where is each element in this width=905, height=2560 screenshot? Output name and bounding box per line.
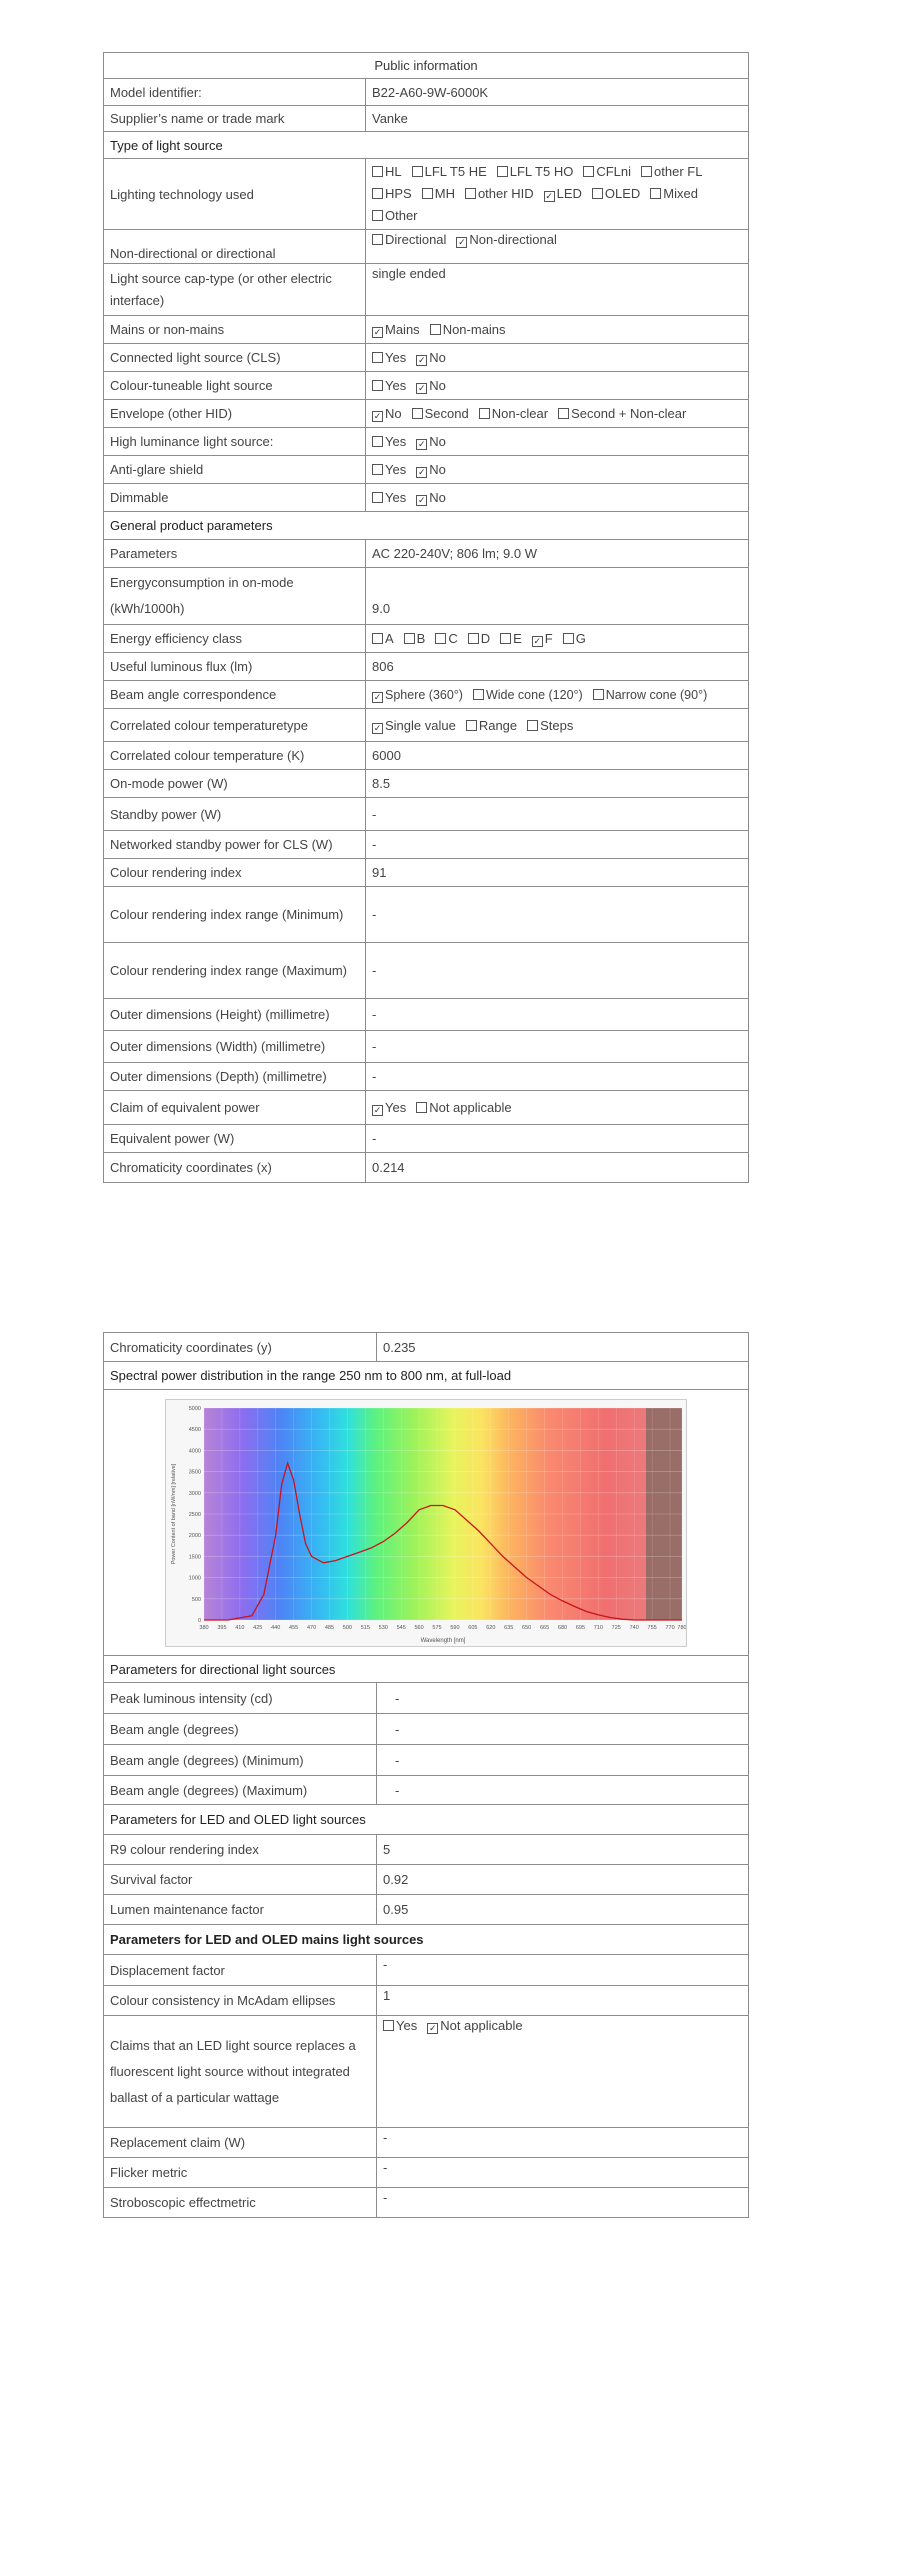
checked-box-icon[interactable]: ✓	[417, 383, 426, 393]
unchecked-box-icon[interactable]	[412, 166, 423, 177]
public-information-table	[103, 52, 749, 1183]
unchecked-box-icon[interactable]	[372, 352, 383, 363]
standby-power-label: Standby power (W)	[104, 798, 366, 831]
unchecked-box-icon[interactable]	[372, 380, 383, 391]
checkbox-option-label: OLED	[604, 186, 641, 201]
x-tick-label: 680	[557, 1624, 568, 1631]
checkbox-option[interactable]	[372, 322, 420, 337]
x-tick-label: 560	[414, 1624, 424, 1631]
lighting-technology-options	[366, 159, 749, 230]
unchecked-box-icon[interactable]	[372, 166, 383, 177]
unchecked-box-icon[interactable]	[404, 633, 415, 644]
model-identifier-value: B22-A60-9W-6000K	[366, 79, 749, 106]
y-tick-label: 4000	[188, 1447, 201, 1454]
checkbox-option-label: No	[385, 406, 402, 421]
luminous-flux-value: 806	[366, 653, 749, 681]
section-type-of-light-source: Type of light source	[104, 132, 749, 159]
unchecked-box-icon[interactable]	[558, 408, 569, 419]
unchecked-box-icon[interactable]	[372, 464, 383, 475]
checkbox-option[interactable]	[372, 631, 394, 646]
checkbox-option[interactable]	[422, 183, 455, 205]
anti-glare-options	[366, 456, 749, 484]
checkbox-option-label: A	[385, 631, 394, 646]
luminous-flux-label: Useful luminous flux (lm)	[104, 653, 366, 681]
checkbox-option[interactable]	[500, 631, 522, 646]
beam-angle-max-value: -	[377, 1776, 749, 1805]
checkbox-option-label: CFLni	[596, 164, 632, 179]
checkbox-option-label: Second	[424, 406, 469, 421]
checkbox-option[interactable]	[466, 718, 517, 733]
unchecked-box-icon[interactable]	[583, 166, 594, 177]
chroma-y-value: 0.235	[377, 1333, 749, 1362]
checkbox-option[interactable]	[416, 1100, 511, 1115]
checked-box-icon[interactable]: ✓	[417, 495, 426, 505]
x-tick-label: 470	[306, 1624, 317, 1631]
chart-y-axis	[189, 1406, 201, 1624]
displacement-value: -	[377, 1955, 749, 1986]
unchecked-box-icon[interactable]	[563, 633, 574, 644]
checked-box-icon[interactable]: ✓	[545, 191, 553, 201]
envelope-options	[366, 400, 749, 428]
dimmable-options	[366, 484, 749, 512]
x-tick-label: 380	[199, 1624, 209, 1631]
x-tick-label: 515	[360, 1624, 370, 1631]
checkbox-option-label: Not applicable	[429, 1100, 512, 1115]
supplier-label: Supplier’s name or trade mark	[104, 106, 366, 132]
depth-label: Outer dimensions (Depth) (millimetre)	[104, 1063, 366, 1091]
spectrum-chart	[166, 1400, 686, 1646]
width-label: Outer dimensions (Width) (millimetre)	[104, 1031, 366, 1063]
energy-consumption-label: Energyconsumption in on-mode (kWh/1000h)	[104, 568, 366, 625]
checkbox-option[interactable]	[372, 183, 412, 205]
y-tick-label: 2000	[188, 1532, 201, 1539]
unchecked-box-icon[interactable]	[497, 166, 508, 177]
checkbox-option[interactable]	[650, 183, 698, 205]
directional-label: Non-directional or directional	[104, 230, 366, 264]
beam-angle-deg-label: Beam angle (degrees)	[104, 1714, 377, 1745]
checkbox-option[interactable]	[563, 631, 586, 646]
section-spectral-power-distribution: Spectral power distribution in the range 250 nm to 800 nm, at full-load	[104, 1362, 749, 1390]
beam-angle-max-label: Beam angle (degrees) (Maximum)	[104, 1776, 377, 1805]
checkbox-option-label: Yes	[385, 462, 407, 477]
unchecked-box-icon[interactable]	[412, 408, 423, 419]
checkbox-option-label: E	[513, 631, 522, 646]
checkbox-option[interactable]	[372, 490, 406, 505]
unchecked-box-icon[interactable]	[527, 720, 538, 731]
checkbox-option[interactable]	[372, 718, 456, 733]
x-tick-label: 650	[522, 1624, 532, 1631]
checkbox-option[interactable]	[416, 490, 446, 505]
x-tick-label: 590	[450, 1624, 460, 1631]
checkbox-option-label: C	[448, 631, 458, 646]
x-tick-label: 530	[378, 1624, 388, 1631]
checked-box-icon[interactable]: ✓	[373, 411, 382, 421]
beam-angle-label: Beam angle correspondence	[104, 681, 366, 709]
checkbox-option-label: other FL	[654, 164, 703, 179]
checkbox-option[interactable]	[372, 434, 406, 449]
checkbox-option-label: Yes	[396, 2018, 418, 2033]
chroma-x-value: 0.214	[366, 1153, 749, 1183]
unchecked-box-icon[interactable]	[372, 210, 383, 221]
checkbox-option-label: No	[429, 434, 446, 449]
unchecked-box-icon[interactable]	[422, 188, 433, 199]
cap-type-value: single ended	[366, 264, 749, 316]
envelope-label: Envelope (other HID)	[104, 400, 366, 428]
checkbox-option-label: LED	[556, 186, 582, 201]
height-label: Outer dimensions (Height) (millimetre)	[104, 999, 366, 1031]
x-tick-label: 605	[468, 1624, 478, 1631]
height-value: -	[366, 999, 749, 1031]
beam-angle-deg-value: -	[377, 1714, 749, 1745]
x-axis-label: Wavelength [nm]	[420, 1637, 466, 1644]
x-tick-label: 665	[539, 1624, 550, 1631]
checkbox-option-label: No	[429, 490, 446, 505]
y-tick-label: 3000	[188, 1490, 201, 1497]
unchecked-box-icon[interactable]	[430, 324, 441, 335]
unchecked-box-icon[interactable]	[641, 166, 652, 177]
cri-min-value: -	[366, 887, 749, 943]
checkbox-option-label: No	[429, 350, 446, 365]
table-title: Public information	[104, 53, 749, 79]
y-tick-label: 4500	[188, 1426, 201, 1433]
lighting-technology-label: Lighting technology used	[104, 159, 366, 230]
unchecked-box-icon[interactable]	[473, 689, 484, 700]
flicker-label: Flicker metric	[104, 2158, 377, 2188]
lumen-maintenance-value: 0.95	[377, 1895, 749, 1925]
checkbox-option[interactable]	[412, 406, 469, 421]
section-general-parameters: General product parameters	[104, 512, 749, 540]
flicker-value: -	[377, 2158, 749, 2188]
checked-box-icon[interactable]: ✓	[417, 439, 426, 449]
parameters-value: AC 220-240V; 806 lm; 9.0 W	[366, 540, 749, 568]
cct-label: Correlated colour temperature (K)	[104, 742, 366, 770]
spectrum-chart-frame	[165, 1399, 687, 1647]
checked-box-icon[interactable]: ✓	[458, 237, 466, 247]
energy-consumption-value: 9.0	[366, 568, 749, 625]
equivalent-claim-label: Claim of equivalent power	[104, 1091, 366, 1125]
checkbox-option[interactable]	[465, 183, 534, 205]
x-tick-label: 695	[575, 1624, 586, 1631]
checkbox-option-label: G	[575, 631, 586, 646]
unchecked-box-icon[interactable]	[372, 436, 383, 447]
y-tick-label: 1500	[188, 1553, 201, 1560]
mains-label: Mains or non-mains	[104, 316, 366, 344]
checkbox-option-label: D	[480, 631, 491, 646]
y-tick-label: 0	[197, 1617, 201, 1624]
unchecked-box-icon[interactable]	[372, 633, 383, 644]
x-tick-label: 755	[647, 1624, 657, 1631]
cct-type-options	[366, 709, 749, 742]
checkbox-option-label: LFL T5 HO	[509, 164, 574, 179]
energy-class-options	[366, 625, 749, 653]
x-tick-label: 740	[629, 1624, 639, 1631]
mains-options	[366, 316, 749, 344]
checkbox-option[interactable]	[372, 232, 446, 247]
energy-class-label: Energy efficiency class	[104, 625, 366, 653]
checkbox-option[interactable]	[372, 1100, 406, 1115]
checkbox-option-label: Steps	[540, 717, 574, 733]
beam-angle-min-value: -	[377, 1745, 749, 1776]
cct-value: 6000	[366, 742, 749, 770]
survival-value: 0.92	[377, 1865, 749, 1895]
checkbox-option-label: Mains	[385, 322, 420, 337]
survival-label: Survival factor	[104, 1865, 377, 1895]
x-tick-label: 410	[235, 1624, 245, 1631]
unchecked-box-icon[interactable]	[479, 408, 490, 419]
checkbox-option[interactable]	[416, 434, 446, 449]
unchecked-box-icon[interactable]	[465, 188, 476, 199]
cri-value: 91	[366, 859, 749, 887]
cls-label: Connected light source (CLS)	[104, 344, 366, 372]
checkbox-option-label: Yes	[385, 1100, 407, 1115]
checkbox-option[interactable]	[372, 161, 402, 183]
cri-label: Colour rendering index	[104, 859, 366, 887]
mcadam-label: Colour consistency in McAdam ellipses	[104, 1986, 377, 2016]
checkbox-option[interactable]	[497, 161, 574, 183]
checkbox-option[interactable]	[468, 631, 490, 646]
cri-max-value: -	[366, 943, 749, 999]
cap-type-label: Light source cap-type (or other electric interface)	[104, 264, 366, 316]
unchecked-box-icon[interactable]	[592, 188, 603, 199]
equivalent-claim-options	[366, 1091, 749, 1125]
checkbox-option-label: Second + Non-clear	[571, 406, 687, 421]
x-tick-label: 620	[486, 1624, 496, 1631]
checkbox-option-label: Directional	[385, 232, 447, 247]
lumen-maintenance-label: Lumen maintenance factor	[104, 1895, 377, 1925]
x-tick-label: 725	[611, 1624, 621, 1631]
checked-box-icon[interactable]: ✓	[373, 327, 382, 337]
checkbox-option[interactable]	[532, 631, 553, 646]
high-luminance-options	[366, 428, 749, 456]
checkbox-option[interactable]	[435, 631, 457, 646]
checkbox-option-label: HPS	[385, 186, 412, 201]
checkbox-option[interactable]	[404, 631, 426, 646]
beam-angle-options	[366, 681, 749, 709]
x-tick-label: 425	[253, 1624, 263, 1631]
beam-angle-min-label: Beam angle (degrees) (Minimum)	[104, 1745, 377, 1776]
networked-standby-value: -	[366, 831, 749, 859]
stroboscopic-label: Stroboscopic effectmetric	[104, 2188, 377, 2218]
x-tick-label: 545	[396, 1624, 406, 1631]
networked-standby-label: Networked standby power for CLS (W)	[104, 831, 366, 859]
fluorescent-claim-options	[377, 2016, 749, 2128]
checkbox-option[interactable]	[412, 161, 487, 183]
checkbox-option-label: Yes	[385, 350, 407, 365]
on-mode-power-label: On-mode power (W)	[104, 770, 366, 798]
checkbox-option-label: Non-clear	[491, 406, 549, 421]
unchecked-box-icon[interactable]	[416, 1102, 427, 1113]
unchecked-box-icon[interactable]	[650, 188, 661, 199]
standby-power-value: -	[366, 798, 749, 831]
checkbox-option[interactable]	[583, 161, 631, 183]
checkbox-option[interactable]	[473, 688, 583, 702]
unchecked-box-icon[interactable]	[372, 234, 383, 245]
x-tick-label: 635	[504, 1624, 514, 1631]
equivalent-power-label: Equivalent power (W)	[104, 1125, 366, 1153]
checkbox-option[interactable]	[372, 205, 418, 227]
checkbox-option[interactable]	[416, 462, 446, 477]
checkbox-option[interactable]	[592, 183, 640, 205]
y-axis-label: Power Content of band [nW/nm] [relative]	[171, 1463, 177, 1564]
replacement-claim-value: -	[377, 2128, 749, 2158]
y-tick-label: 3500	[188, 1469, 201, 1476]
checkbox-option[interactable]	[372, 406, 402, 421]
peak-intensity-value: -	[377, 1683, 749, 1714]
checkbox-option-label: Sphere (360°)	[385, 687, 463, 702]
colour-tuneable-label: Colour-tuneable light source	[104, 372, 366, 400]
x-tick-label: 395	[217, 1624, 227, 1631]
cls-options	[366, 344, 749, 372]
unchecked-box-icon[interactable]	[372, 492, 383, 503]
checkbox-option[interactable]	[372, 462, 406, 477]
replacement-claim-label: Replacement claim (W)	[104, 2128, 377, 2158]
checkbox-option[interactable]	[383, 2018, 417, 2033]
chart-x-axis	[199, 1625, 686, 1631]
cct-type-label: Correlated colour temperaturetype	[104, 709, 366, 742]
stroboscopic-value: -	[377, 2188, 749, 2218]
checkbox-option[interactable]	[527, 718, 573, 733]
checkbox-option-label: Yes	[385, 434, 407, 449]
checkbox-option-label: MH	[434, 186, 455, 201]
checked-box-icon[interactable]: ✓	[373, 1105, 382, 1115]
model-identifier-label: Model identifier:	[104, 79, 366, 106]
spectrum-chart-cell	[104, 1390, 749, 1656]
unchecked-box-icon[interactable]	[500, 633, 511, 644]
supplier-value: Vanke	[366, 106, 749, 132]
checkbox-option-label: Mixed	[663, 186, 698, 201]
checkbox-option[interactable]	[544, 183, 582, 205]
y-tick-label: 2500	[188, 1511, 201, 1518]
public-information-table-continued	[103, 1332, 749, 2218]
checked-box-icon[interactable]: ✓	[373, 691, 382, 702]
checkbox-option-label: other HID	[477, 186, 534, 201]
checkbox-option-label: Non-directional	[469, 232, 557, 247]
x-tick-label: 710	[593, 1624, 603, 1631]
checkbox-option-label: B	[416, 631, 426, 646]
cri-max-label: Colour rendering index range (Maximum)	[104, 943, 366, 999]
x-tick-label: 440	[271, 1624, 281, 1631]
x-tick-label: 780	[677, 1624, 686, 1631]
r9-label: R9 colour rendering index	[104, 1835, 377, 1865]
peak-intensity-label: Peak luminous intensity (cd)	[104, 1683, 377, 1714]
checkbox-option-label: Single value	[385, 717, 456, 733]
checkbox-option-label: Other	[385, 208, 418, 223]
checkbox-option[interactable]	[641, 161, 702, 183]
unchecked-box-icon[interactable]	[593, 689, 604, 700]
checkbox-option-label: LFL T5 HE	[424, 164, 487, 179]
width-value: -	[366, 1031, 749, 1063]
checked-box-icon[interactable]: ✓	[373, 722, 382, 733]
checkbox-option[interactable]	[372, 350, 406, 365]
checkbox-option[interactable]	[430, 322, 506, 337]
checkbox-option-label: HL	[385, 164, 402, 179]
y-tick-label: 500	[191, 1596, 201, 1603]
checkbox-option-label: Yes	[385, 490, 407, 505]
unchecked-box-icon[interactable]	[466, 720, 477, 731]
checkbox-option-label: Non-mains	[442, 322, 506, 337]
checkbox-option-label: Wide cone (120°)	[485, 687, 583, 702]
checked-box-icon[interactable]: ✓	[428, 2023, 437, 2033]
unchecked-box-icon[interactable]	[383, 2020, 394, 2031]
checkbox-option[interactable]	[427, 2018, 522, 2033]
section-led-mains: Parameters for LED and OLED mains light sources	[104, 1925, 749, 1955]
checkbox-option-label: Not applicable	[440, 2018, 523, 2033]
equivalent-power-value: -	[366, 1125, 749, 1153]
anti-glare-label: Anti-glare shield	[104, 456, 366, 484]
x-tick-label: 455	[289, 1624, 299, 1631]
mcadam-value: 1	[377, 1986, 749, 2016]
checkbox-option-label: Narrow cone (90°)	[605, 687, 708, 702]
checkbox-option-label: No	[429, 378, 446, 393]
checkbox-option-label: Yes	[385, 378, 407, 393]
r9-value: 5	[377, 1835, 749, 1865]
colour-tuneable-options	[366, 372, 749, 400]
section-led-oled: Parameters for LED and OLED light sources	[104, 1805, 749, 1835]
unchecked-box-icon[interactable]	[468, 633, 479, 644]
x-tick-label: 485	[324, 1624, 335, 1631]
depth-value: -	[366, 1063, 749, 1091]
checkbox-option[interactable]	[416, 378, 446, 393]
y-tick-label: 5000	[188, 1405, 201, 1412]
x-tick-label: 770	[665, 1624, 675, 1631]
checked-box-icon[interactable]: ✓	[533, 636, 542, 646]
cri-min-label: Colour rendering index range (Minimum)	[104, 887, 366, 943]
fluorescent-claim-label: Claims that an LED light source replaces a fluorescent light source without integrated ballast of a particular wattage	[104, 2016, 377, 2128]
x-tick-label: 575	[432, 1624, 442, 1631]
directional-options	[366, 230, 749, 264]
checkbox-option[interactable]	[479, 406, 548, 421]
high-luminance-label: High luminance light source:	[104, 428, 366, 456]
checked-box-icon[interactable]: ✓	[417, 467, 426, 477]
checkbox-option[interactable]	[372, 378, 406, 393]
checkbox-option[interactable]	[558, 406, 686, 421]
checkbox-option[interactable]	[456, 232, 556, 247]
displacement-label: Displacement factor	[104, 1955, 377, 1986]
unchecked-box-icon[interactable]	[372, 188, 383, 199]
checkbox-option[interactable]	[372, 688, 463, 702]
checkbox-option[interactable]	[416, 350, 446, 365]
on-mode-power-value: 8.5	[366, 770, 749, 798]
parameters-label: Parameters	[104, 540, 366, 568]
checked-box-icon[interactable]: ✓	[417, 355, 426, 365]
section-directional: Parameters for directional light sources	[104, 1656, 749, 1683]
checkbox-option-label: Range	[478, 717, 518, 733]
checkbox-option-label: No	[429, 462, 446, 477]
dimmable-label: Dimmable	[104, 484, 366, 512]
x-tick-label: 500	[342, 1624, 352, 1631]
checkbox-option-label: F	[544, 631, 553, 646]
unchecked-box-icon[interactable]	[435, 633, 446, 644]
y-tick-label: 1000	[188, 1575, 201, 1582]
chroma-y-label: Chromaticity coordinates (y)	[104, 1333, 377, 1362]
chroma-x-label: Chromaticity coordinates (x)	[104, 1153, 366, 1183]
checkbox-option[interactable]	[593, 688, 708, 702]
